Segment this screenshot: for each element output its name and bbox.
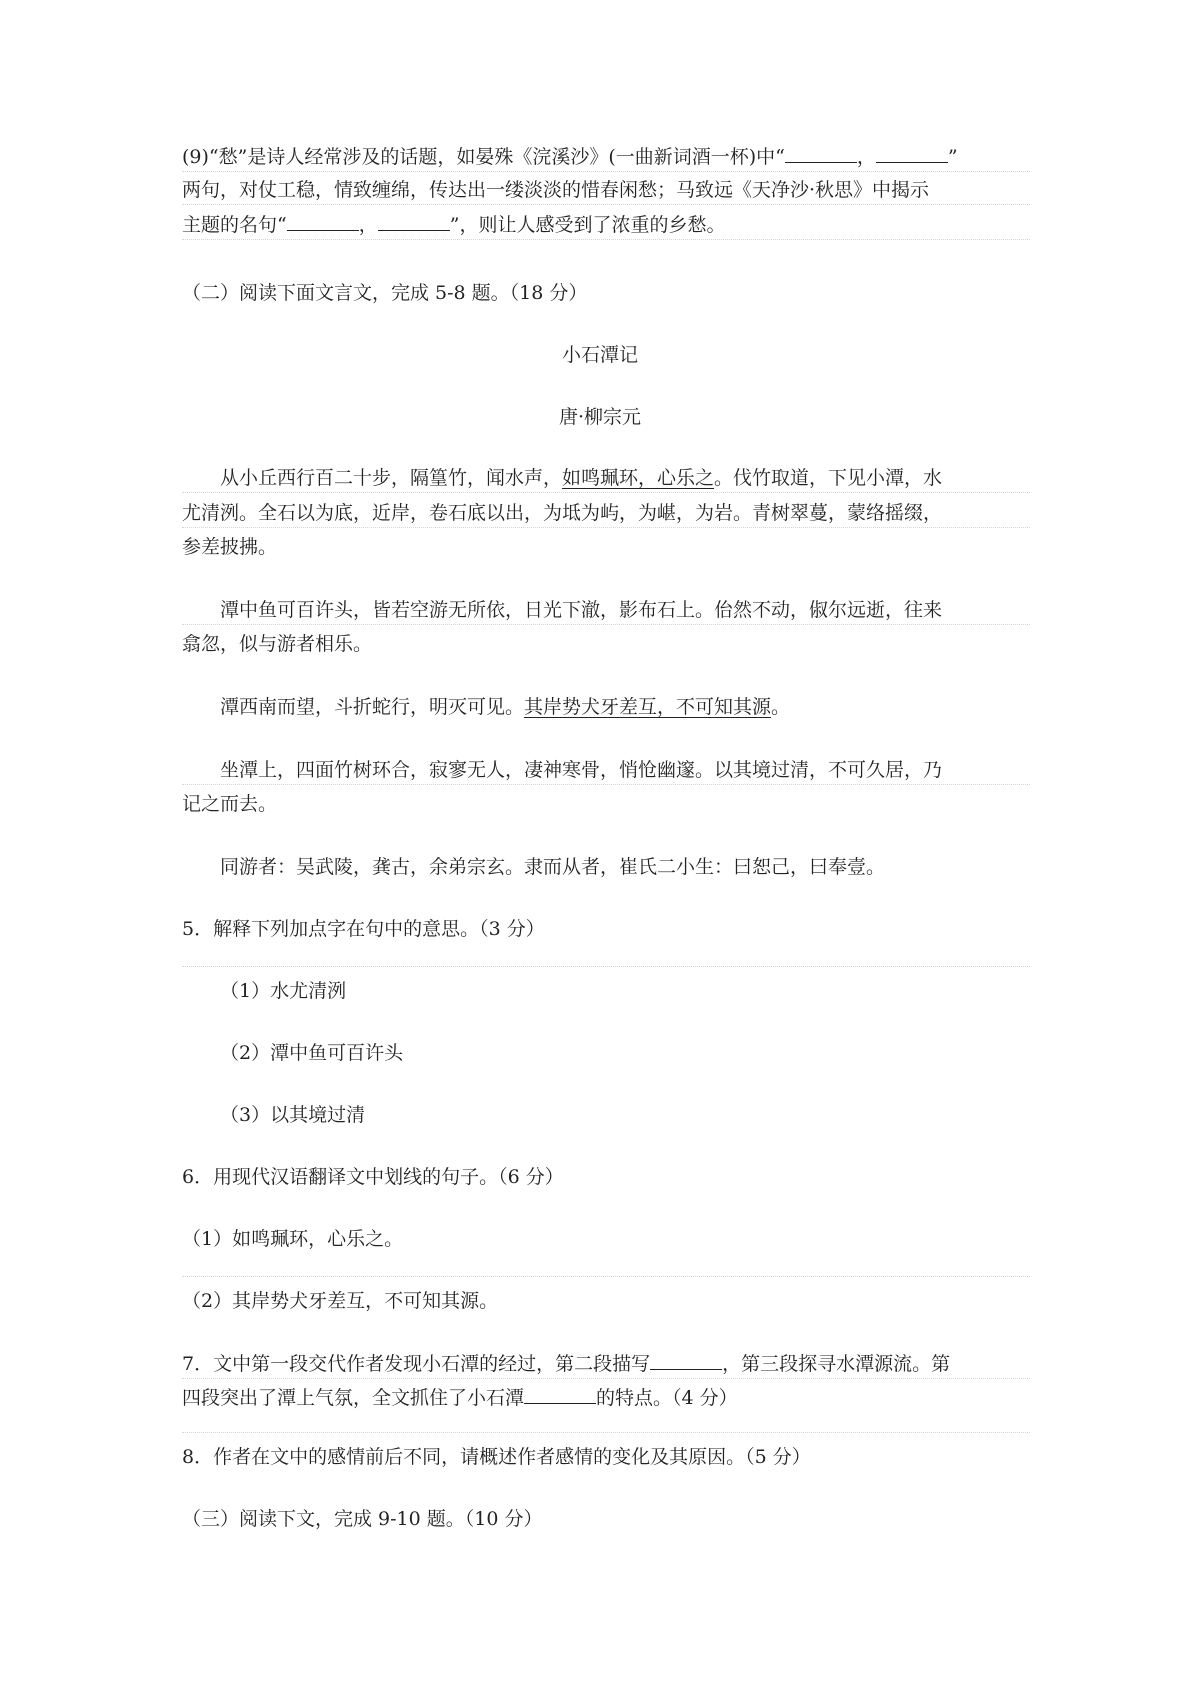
divider <box>182 966 1030 967</box>
q5-item-1: （1）水尤清洌 <box>220 980 347 1002</box>
passage-p4-line-1: 坐潭上，四面竹树环合，寂寥无人，凄神寒骨，悄怆幽邃。以其境过清，不可久居，乃 <box>182 756 1030 785</box>
answer-blank[interactable] <box>287 210 359 231</box>
passage-p2-line-1: 潭中鱼可百许头，皆若空游无所依，日光下澈，影布石上。佁然不动，俶尔远逝，往来 <box>182 596 1030 625</box>
q9-line-1: (9)“愁”是诗人经常涉及的话题，如晏殊《浣溪沙》(一曲新词酒一杯)中“ ， ” <box>182 142 1030 172</box>
passage-p4-line-2: 记之而去。 <box>182 793 278 815</box>
q5-item-3: （3）以其境过清 <box>220 1104 366 1126</box>
answer-blank[interactable] <box>650 1349 722 1370</box>
passage-p3: 潭西南而望，斗折蛇行，明灭可见。其岸势犬牙差互，不可知其源。 <box>220 696 791 718</box>
q5-item-2: （2）潭中鱼可百许头 <box>220 1042 404 1064</box>
section-heading-3: （三）阅读下文，完成 9-10 题。（10 分） <box>182 1508 543 1530</box>
q7-line-1: 7．文中第一段交代作者发现小石潭的经过，第二段描写 ，第三段探寻水潭源流。第 <box>182 1349 1030 1379</box>
q6-stem: 6．用现代汉语翻译文中划线的句子。（6 分） <box>182 1166 564 1188</box>
q9-text: (9)“愁”是诗人经常涉及的话题，如晏殊《浣溪沙》(一曲新词酒一杯)中“ <box>182 146 785 168</box>
passage-p2-line-2: 翕忽，似与游者相乐。 <box>182 633 373 655</box>
answer-blank[interactable] <box>876 142 948 163</box>
q9-line-2: 两句，对仗工稳，情致缠绵，传达出一缕淡淡的惜春闲愁；马致远《天净沙·秋思》中揭示 <box>182 176 1030 205</box>
q5-stem: 5．解释下列加点字在句中的意思。（3 分） <box>182 918 545 940</box>
passage-p1-line-3: 参差披拂。 <box>182 536 278 558</box>
answer-blank[interactable] <box>378 210 450 231</box>
passage-p5: 同游者：吴武陵，龚古，余弟宗玄。隶而从者，崔氏二小生：曰恕己，曰奉壹。 <box>220 856 886 878</box>
poem-author: 唐·柳宗元 <box>558 406 642 428</box>
q6-item-1: （1）如鸣珮环，心乐之。 <box>182 1228 404 1250</box>
q7-line-2: 四段突出了潭上气氛，全文抓住了小石潭 的特点。（4 分） <box>182 1383 738 1412</box>
q6-item-2: （2）其岸势犬牙差互，不可知其源。 <box>182 1290 499 1312</box>
q8-stem: 8．作者在文中的感情前后不同，请概述作者感情的变化及其原因。（5 分） <box>182 1446 811 1468</box>
passage-p1-line-2: 尤清洌。全石以为底，近岸，卷石底以出，为坻为屿，为嵁，为岩。青树翠蔓，蒙络摇缀， <box>182 499 1030 528</box>
underlined-sentence-1: 如鸣珮环，心乐之 <box>562 467 715 489</box>
poem-title: 小石潭记 <box>561 344 638 366</box>
q9-line-3: 主题的名句“ ， ”，则让人感受到了浓重的乡愁。 <box>182 210 1030 240</box>
section-heading-2: （二）阅读下面文言文，完成 5-8 题。（18 分） <box>182 282 588 304</box>
answer-blank[interactable] <box>524 1383 596 1404</box>
underlined-sentence-2: 其岸势犬牙差互，不可知其源 <box>524 696 772 718</box>
passage-p1-line-1: 从小丘西行百二十步，隔篁竹，闻水声，如鸣珮环，心乐之。伐竹取道，下见小潭，水 <box>182 464 1030 493</box>
divider <box>182 1276 1030 1277</box>
divider <box>182 1432 1030 1433</box>
answer-blank[interactable] <box>785 142 857 163</box>
